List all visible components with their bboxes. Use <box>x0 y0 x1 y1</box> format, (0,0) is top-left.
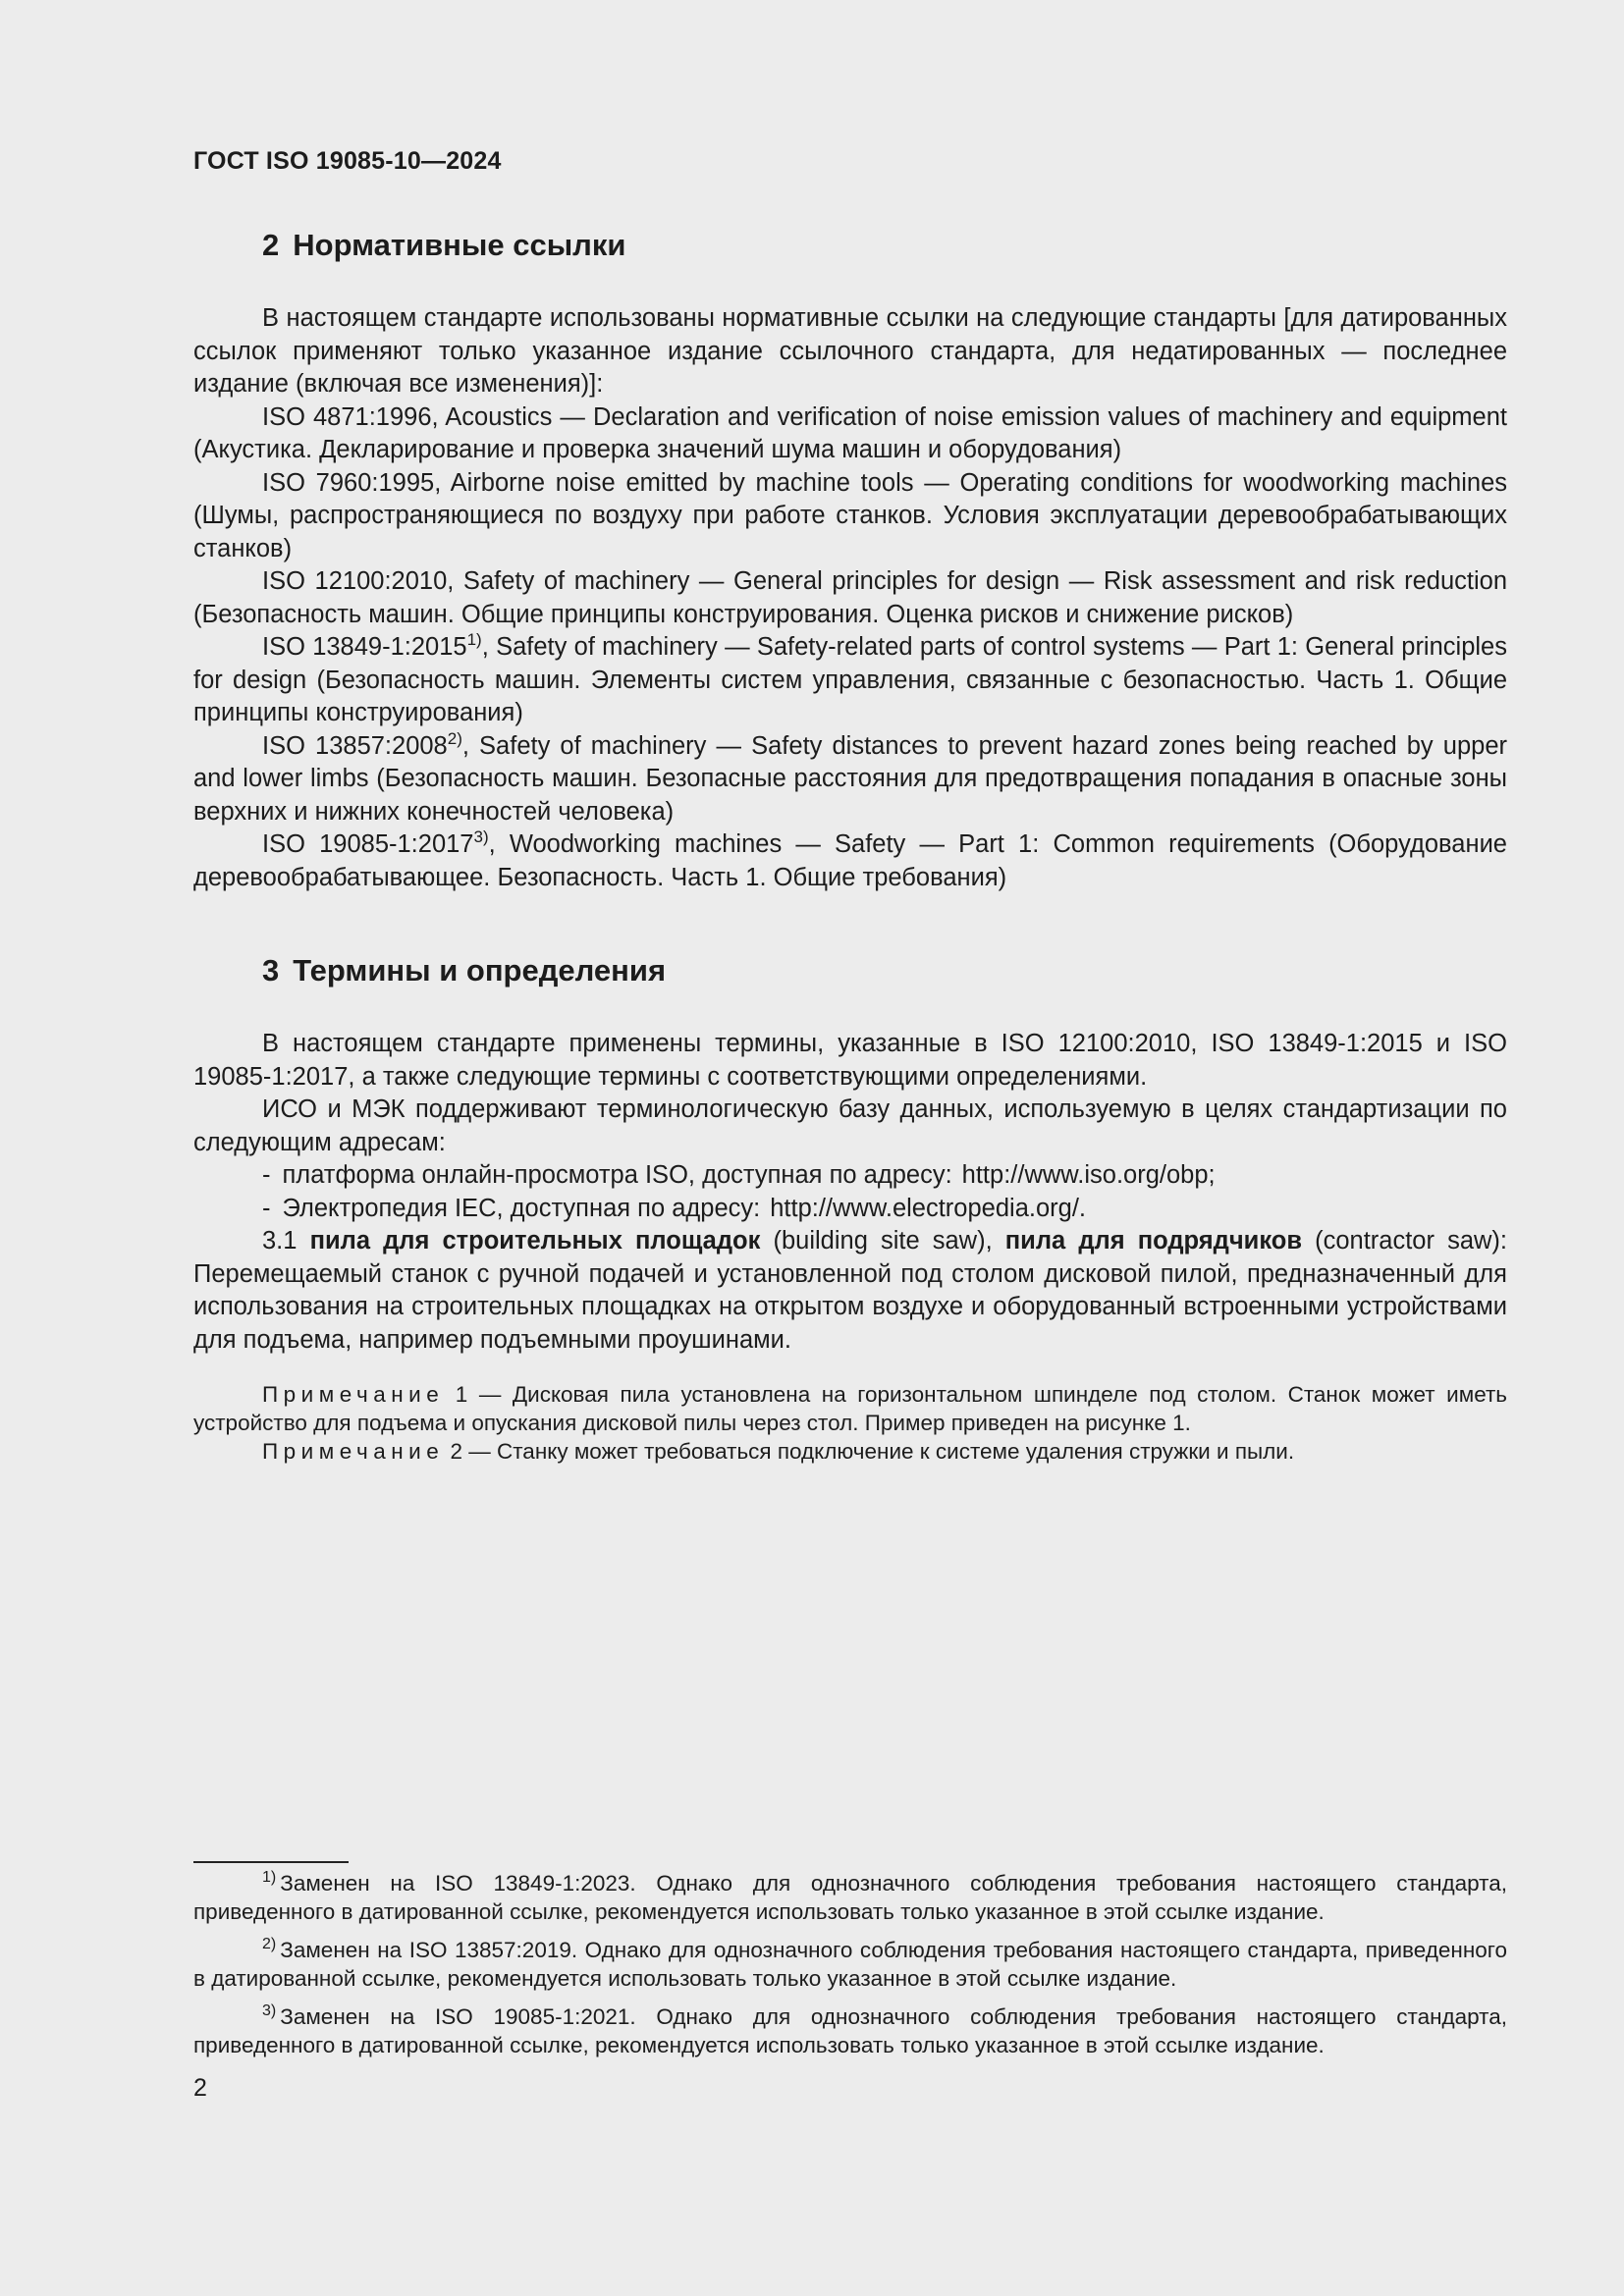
list-item-text: Электропедия IEC, доступная по адресу: <box>282 1194 761 1222</box>
normative-reference <box>193 828 1507 894</box>
footnote-divider <box>193 1861 349 1863</box>
section-2-heading <box>262 226 1507 265</box>
note-number: 1 <box>444 1382 468 1407</box>
term-synonym: пила для подрядчиков <box>1004 1227 1302 1255</box>
reference-text: , Woodworking machines — Safety — Part 1: Common requirements (Оборудование деревообрабатывающее. Безопасность. Часть 1. Общие требования) <box>193 830 1507 891</box>
list-item <box>262 1159 1507 1193</box>
reference-text: , Safety of machinery — Safety distances to prevent hazard zones being reached by upper and lower limbs (Безопасность машин. Безопасные расстояния для предотвращения попадания в опасные зоны верхних и нижних конечностей человека) <box>193 731 1507 826</box>
footnote <box>193 1936 1507 1993</box>
reference-text: , Safety of machinery — General principles for design — Risk assessment and risk reduction (Безопасность машин. Общие принципы конструирования. Оценка рисков и снижение рисков) <box>193 567 1507 628</box>
footnote-mark: 3) <box>262 2002 277 2019</box>
section-2-title: Нормативные ссылки <box>293 228 626 262</box>
term-english-2: (contractor saw) <box>1302 1227 1500 1255</box>
section-3-number: 3 <box>262 953 280 988</box>
section-3-paragraph: ИСО и МЭК поддерживают терминологическую базу данных, используемую в целях стандартизации по следующим адресам: <box>193 1095 1507 1156</box>
reference-code: ISO 7960:1995 <box>262 468 435 497</box>
reference-code: ISO 13857:2008 <box>262 731 448 760</box>
section-3-heading <box>262 951 1507 990</box>
section-3-title: Термины и определения <box>293 953 667 988</box>
footnote-text: Заменен на ISO 13857:2019. Однако для однозначного соблюдения требования настоящего стандарта, приведенного в датированной ссылке, рекомендуется использовать только указанное в этой ссылке издание. <box>193 1938 1507 1991</box>
normative-reference <box>193 631 1507 730</box>
footnote-marker[interactable]: 2) <box>447 728 462 748</box>
normative-reference <box>193 467 1507 566</box>
reference-code: ISO 12100:2010 <box>262 567 448 595</box>
reference-code: ISO 19085-1:2017 <box>262 830 474 858</box>
footnote-text: Заменен на ISO 13849-1:2023. Однако для однозначного соблюдения требования настоящего стандарта, приведенного в датированной ссылке, рекомендуется использовать только указанное в этой ссылке издание. <box>193 1871 1507 1924</box>
footnote-mark: 2) <box>262 1936 277 1952</box>
section-2-intro: В настоящем стандарте использованы нормативные ссылки на следующие стандарты [для датированных ссылок применяют только указанное издание ссылочного стандарта, для недатированных — последнее издание (включая все изменения)]: <box>193 304 1507 398</box>
normative-reference <box>193 401 1507 467</box>
note-text: — Станку может требоваться подключение к системе удаления стружки и пыли. <box>462 1439 1295 1464</box>
list-item <box>262 1193 1507 1226</box>
note-label: Примечание <box>262 1382 445 1407</box>
footnote-marker[interactable]: 3) <box>473 828 489 846</box>
note-label: Примечание <box>262 1439 445 1464</box>
section-3-paragraph: В настоящем стандарте применены термины, указанные в ISO 12100:2010, ISO 13849-1:2015 и ISO 19085-1:2017, а также следующие термины с соответствующими определениями. <box>193 1030 1507 1091</box>
page-number: 2 <box>193 2074 207 2102</box>
term-definition-text: : Перемещаемый станок с ручной подачей и установленной под столом дисковой пилой, предназначенный для использования на строительных площадках на открытом воздухе и оборудованный встроенными устройствами для подъема, например подъемными проушинами. <box>193 1227 1508 1354</box>
footnote-marker[interactable]: 1) <box>466 630 482 649</box>
note-number: 2 <box>444 1439 462 1464</box>
bullet-dash: - <box>262 1161 271 1189</box>
reference-text: , Safety of machinery — Safety-related parts of control systems — Part 1: General principles for design (Безопасность машин. Элементы систем управления, связанные с безопасностью. Часть 1. Общие принципы конструирования) <box>193 633 1507 726</box>
section-2-number: 2 <box>262 228 280 262</box>
reference-code: ISO 4871:1996 <box>262 402 432 431</box>
footnote <box>193 2002 1507 2059</box>
note-text: — Дисковая пила установлена на горизонтальном шпинделе под столом. Станок может иметь устройство для подъема и опускания дисковой пилы через стол. Пример приведен на рисунке 1. <box>193 1382 1507 1435</box>
footnotes <box>193 1869 1507 2069</box>
footnote-mark: 1) <box>262 1869 277 1886</box>
list-item-text: платформа онлайн-просмотра ISO, доступная по адресу: <box>282 1161 952 1189</box>
footnote-text: Заменен на ISO 19085-1:2021. Однако для однозначного соблюдения требования настоящего стандарта, приведенного в датированной ссылке, рекомендуется использовать только указанное в этой ссылке издание. <box>193 2004 1507 2057</box>
note <box>193 1380 1507 1437</box>
reference-text: , Airborne noise emitted by machine tools — Operating conditions for woodworking machines (Шумы, распространяющиеся по воздуху при работе станков. Условия эксплуатации деревообрабатывающих станков) <box>193 468 1507 562</box>
term-number: 3.1 <box>262 1227 298 1255</box>
bullet-dash: - <box>262 1194 271 1222</box>
document-code-header: ГОСТ ISO 19085-10—2024 <box>193 147 502 175</box>
footnote <box>193 1869 1507 1926</box>
normative-reference <box>193 730 1507 829</box>
note <box>193 1437 1507 1466</box>
normative-reference <box>193 565 1507 631</box>
iso-obp-link[interactable]: http://www.iso.org/obp; <box>961 1161 1216 1189</box>
document-body <box>193 226 1507 1466</box>
term-definition-3-1 <box>193 1225 1507 1357</box>
term-primary: пила для строительных площадок <box>309 1227 761 1255</box>
reference-code: ISO 13849-1:2015 <box>262 633 467 661</box>
reference-text: , Acoustics — Declaration and verification of noise emission values of machinery and equipment (Акустика. Декларирование и проверка значений шума машин и оборудования) <box>193 402 1507 463</box>
electropedia-link[interactable]: http://www.electropedia.org/. <box>770 1194 1086 1222</box>
term-english-1: (building site saw), <box>760 1227 1005 1255</box>
